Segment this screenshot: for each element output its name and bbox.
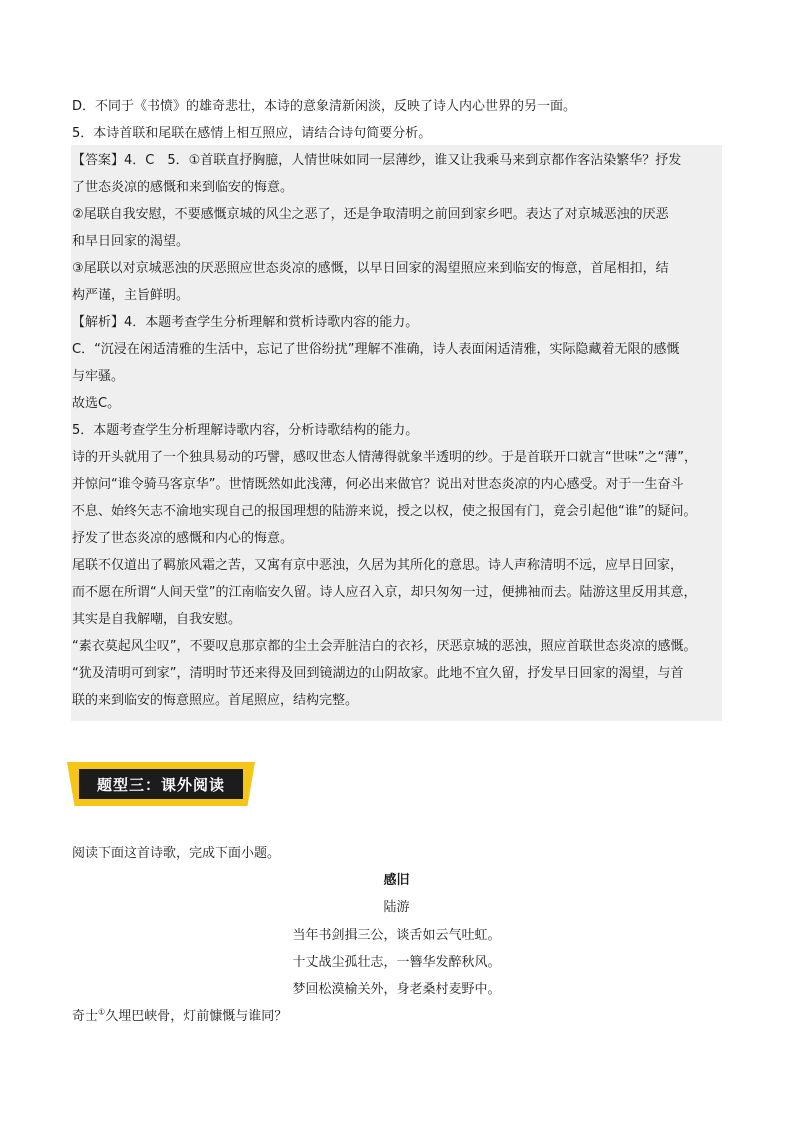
answer-line: 【解析】4．本题考查学生分析理解和赏析诗歌内容的能力。 — [72, 315, 419, 330]
poem-last-line-start: 奇士 — [72, 1009, 99, 1024]
answer-line: 不息、始终矢志不渝地实现自己的报国理想的陆游来说，授之以权，使之报国有门，竟会引起他“谁”的疑问。 — [72, 504, 697, 519]
answer-line: ③尾联以对京城恶浊的厌恶照应世态炎凉的感慨，以早日回家的渴望照应来到临安的悔意，首尾相扣，结 — [72, 261, 669, 276]
answer-line: ②尾联自我安慰，不要感慨京城的风尘之恶了，还是争取清明之前回到家乡吧。表达了对京城恶浊的厌恶 — [72, 207, 669, 222]
answer-line: 与牢骚。 — [72, 369, 125, 384]
answer-line: 而不愿在所谓“人间天堂”的江南临安久留。诗人应召入京，却只匆匆一过，便拂袖而去。陆游这里反用其意， — [72, 585, 697, 600]
answer-line: 联的来到临安的悔意照应。首尾照应，结构完整。 — [72, 693, 359, 708]
poem-title: 感旧 — [383, 873, 410, 888]
poem-last-line — [72, 1009, 287, 1025]
answer-line: 5．本题考查学生分析理解诗歌内容，分析诗歌结构的能力。 — [72, 423, 419, 438]
reading-instruction: 阅读下面这首诗歌，完成下面小题。 — [72, 846, 281, 861]
poem-line: 十丈战尘孤壮志，一簪华发醉秋风。 — [292, 955, 501, 970]
section-header-tag — [67, 762, 255, 806]
answer-line: C．“沉浸在闲适清雅的生活中，忘记了世俗纷扰”理解不准确，诗人表面闲适清雅，实际隐藏着无限的感慨 — [72, 342, 680, 357]
answer-line: 尾联不仅道出了羁旅风霜之苦，又寓有京中恶浊，久居为其所化的意思。诗人声称清明不远，应早日回家， — [72, 558, 684, 573]
answer-line: 抒发了世态炎凉的感慨和内心的悔意。 — [72, 531, 294, 546]
question-option-d: D．不同于《书愤》的雄奇悲壮，本诗的意象清新闲淡，反映了诗人内心世界的另一面。 — [72, 99, 577, 114]
poem-last-line-end: 久埋巴峡骨，灯前慷慨与谁同？ — [105, 1009, 288, 1024]
answer-line: 构严谨，主旨鲜明。 — [72, 288, 190, 303]
answer-line: 诗的开头就用了一个独具易动的巧譬，感叹世态人情薄得就象半透明的纱。于是首联开口就言“世味”之“薄”， — [72, 450, 697, 465]
answer-line: “素衣莫起风尘叹”，不要叹息那京都的尘土会弄脏洁白的衣衫，厌恶京城的恶浊，照应首联世态炎凉的感慨。 — [72, 639, 697, 654]
answer-line: 其实是自我解嘲，自我安慰。 — [72, 612, 242, 627]
question-5: 5．本诗首联和尾联在感情上相互照应，请结合诗句简要分析。 — [72, 126, 432, 141]
poem-line: 梦回松漠榆关外，身老桑村麦野中。 — [292, 982, 501, 997]
answer-line: 和早日回家的渴望。 — [72, 234, 190, 249]
footnote-marker: ① — [98, 1007, 106, 1017]
section-tag-inner — [79, 769, 243, 799]
section-title: 题型三：课外阅读 — [96, 775, 225, 794]
answer-line: 了世态炎凉的感慨和来到临安的悔意。 — [72, 180, 294, 195]
poem-author: 陆游 — [383, 900, 410, 915]
poem-line: 当年书剑揖三公，谈舌如云气吐虹。 — [292, 928, 501, 943]
answer-line: 故选C。 — [72, 396, 121, 411]
answer-line: “犹及清明可到家”，清明时节还来得及回到镜湖边的山阴故家。此地不宜久留，抒发早日回家的渴望，与首 — [72, 666, 684, 681]
answer-line: 【答案】4．C 5．①首联直抒胸臆，人情世味如同一层薄纱，谁又让我乘马来到京都作客沾染繁华？抒发 — [72, 153, 682, 168]
answer-line: 并惊问“谁令骑马客京华”。世情既然如此浅薄，何必出来做官？说出对世态炎凉的内心感受。对于一生奋斗 — [72, 477, 684, 492]
